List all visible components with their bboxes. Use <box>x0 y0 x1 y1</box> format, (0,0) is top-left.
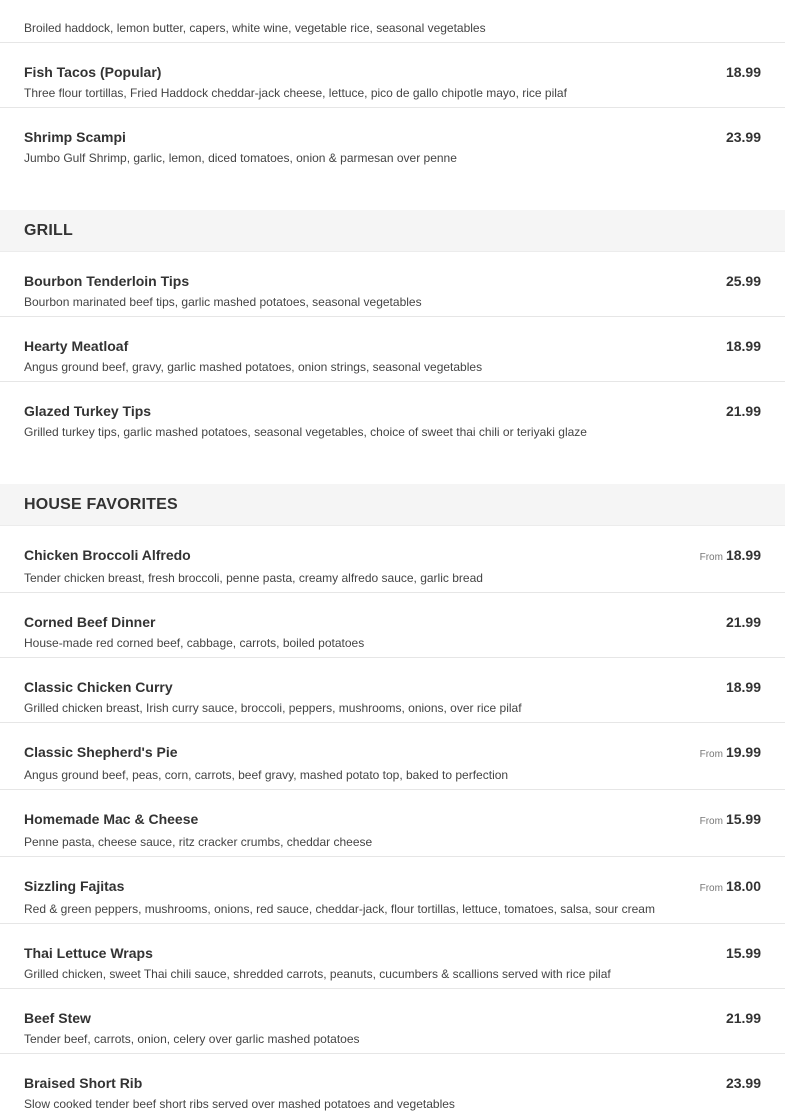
item-name: Sizzling Fajitas <box>24 878 125 894</box>
menu-item[interactable] <box>0 1054 785 1119</box>
item-price-block <box>726 614 761 630</box>
item-description: Bourbon marinated beef tips, garlic mashed potatoes, seasonal vegetables <box>24 295 422 309</box>
item-price-block <box>726 679 761 695</box>
item-name: Glazed Turkey Tips <box>24 403 152 419</box>
section-header-house-favorites <box>0 484 785 526</box>
menu-item[interactable] <box>0 989 785 1054</box>
item-description: Grilled turkey tips, garlic mashed potatoes, seasonal vegetables, choice of sweet thai chili or teriyaki glaze <box>24 425 587 439</box>
item-description: Grilled chicken breast, Irish curry sauce, broccoli, peppers, mushrooms, onions, over rice pilaf <box>24 701 522 715</box>
menu-item[interactable] <box>0 857 785 924</box>
menu-item[interactable] <box>0 593 785 658</box>
menu-item[interactable] <box>0 382 785 447</box>
item-price: 21.99 <box>725 614 761 630</box>
item-description: Slow cooked tender beef short ribs served over mashed potatoes and vegetables <box>24 1097 455 1111</box>
item-name: Classic Shepherd's Pie <box>24 744 178 760</box>
item-price: 21.99 <box>725 403 761 419</box>
item-price-block <box>726 273 761 289</box>
item-price: 23.99 <box>725 129 761 145</box>
item-name: Homemade Mac & Cheese <box>24 811 199 827</box>
item-name: Braised Short Rib <box>24 1075 143 1091</box>
item-price-block <box>726 403 761 419</box>
item-name: Hearty Meatloaf <box>24 338 129 354</box>
item-name: Shrimp Scampi <box>24 129 126 145</box>
item-price: 15.99 <box>725 811 761 827</box>
item-name: Classic Chicken Curry <box>24 679 173 695</box>
price-from-label: From <box>699 749 723 760</box>
item-price-block <box>726 338 761 354</box>
menu-item[interactable] <box>0 252 785 317</box>
menu-item[interactable] <box>0 526 785 593</box>
price-from-label: From <box>699 552 723 563</box>
item-description: Angus ground beef, peas, corn, carrots, beef gravy, mashed potato top, baked to perfection <box>24 768 509 782</box>
item-description: Broiled haddock, lemon butter, capers, white wine, vegetable rice, seasonal vegetables <box>24 21 486 35</box>
item-description: Grilled chicken, sweet Thai chili sauce, shredded carrots, peanuts, cucumbers & scallions served with rice pilaf <box>24 967 611 981</box>
item-description: Three flour tortillas, Fried Haddock cheddar-jack cheese, lettuce, pico de gallo chipotle mayo, rice pilaf <box>24 86 567 100</box>
item-price-block <box>726 945 761 961</box>
menu-item[interactable] <box>0 790 785 857</box>
menu-item[interactable] <box>0 0 785 43</box>
item-price: 21.99 <box>725 1010 761 1026</box>
item-name: Chicken Broccoli Alfredo <box>24 547 191 563</box>
menu-item[interactable] <box>0 108 785 173</box>
item-price: 18.99 <box>725 64 761 80</box>
item-price-block <box>700 878 761 894</box>
item-name: Corned Beef Dinner <box>24 614 156 630</box>
item-price: 25.99 <box>725 273 761 289</box>
menu-item[interactable] <box>0 924 785 989</box>
item-price-block <box>700 547 761 563</box>
item-name: Thai Lettuce Wraps <box>24 945 153 961</box>
item-price-block <box>726 1075 761 1091</box>
menu-item[interactable] <box>0 658 785 723</box>
item-description: Tender chicken breast, fresh broccoli, penne pasta, creamy alfredo sauce, garlic bread <box>24 571 483 585</box>
item-price: 18.99 <box>725 679 761 695</box>
price-from-label: From <box>699 816 723 827</box>
item-price-block <box>700 744 761 760</box>
item-price: 15.99 <box>725 945 761 961</box>
item-description: House-made red corned beef, cabbage, carrots, boiled potatoes <box>24 636 365 650</box>
item-price-block <box>726 129 761 145</box>
section-title: HOUSE FAVORITES <box>24 496 178 513</box>
price-from-label: From <box>699 883 723 894</box>
menu-item[interactable] <box>0 43 785 108</box>
item-description: Penne pasta, cheese sauce, ritz cracker crumbs, cheddar cheese <box>24 835 373 849</box>
item-price: 18.99 <box>725 338 761 354</box>
item-name: Bourbon Tenderloin Tips <box>24 273 190 289</box>
item-name: Beef Stew <box>24 1010 91 1026</box>
item-price: 23.99 <box>725 1075 761 1091</box>
item-price: 19.99 <box>725 744 761 760</box>
item-name: Fish Tacos (Popular) <box>24 64 162 80</box>
menu-item[interactable] <box>0 723 785 790</box>
item-price: 18.99 <box>725 547 761 563</box>
section-title: GRILL <box>24 222 73 239</box>
item-description: Red & green peppers, mushrooms, onions, red sauce, cheddar-jack, flour tortillas, lettuce, tomatoes, salsa, sour cream <box>24 902 655 916</box>
item-price-block <box>700 811 761 827</box>
menu-item[interactable] <box>0 317 785 382</box>
item-price-block <box>726 64 761 80</box>
item-description: Angus ground beef, gravy, garlic mashed potatoes, onion strings, seasonal vegetables <box>24 360 483 374</box>
section-gap <box>0 173 785 210</box>
section-header-grill <box>0 210 785 252</box>
section-gap <box>0 447 785 484</box>
item-description: Jumbo Gulf Shrimp, garlic, lemon, diced tomatoes, onion & parmesan over penne <box>24 151 457 165</box>
item-price-block <box>726 1010 761 1026</box>
item-description: Tender beef, carrots, onion, celery over garlic mashed potatoes <box>24 1032 360 1046</box>
item-price: 18.00 <box>725 878 761 894</box>
